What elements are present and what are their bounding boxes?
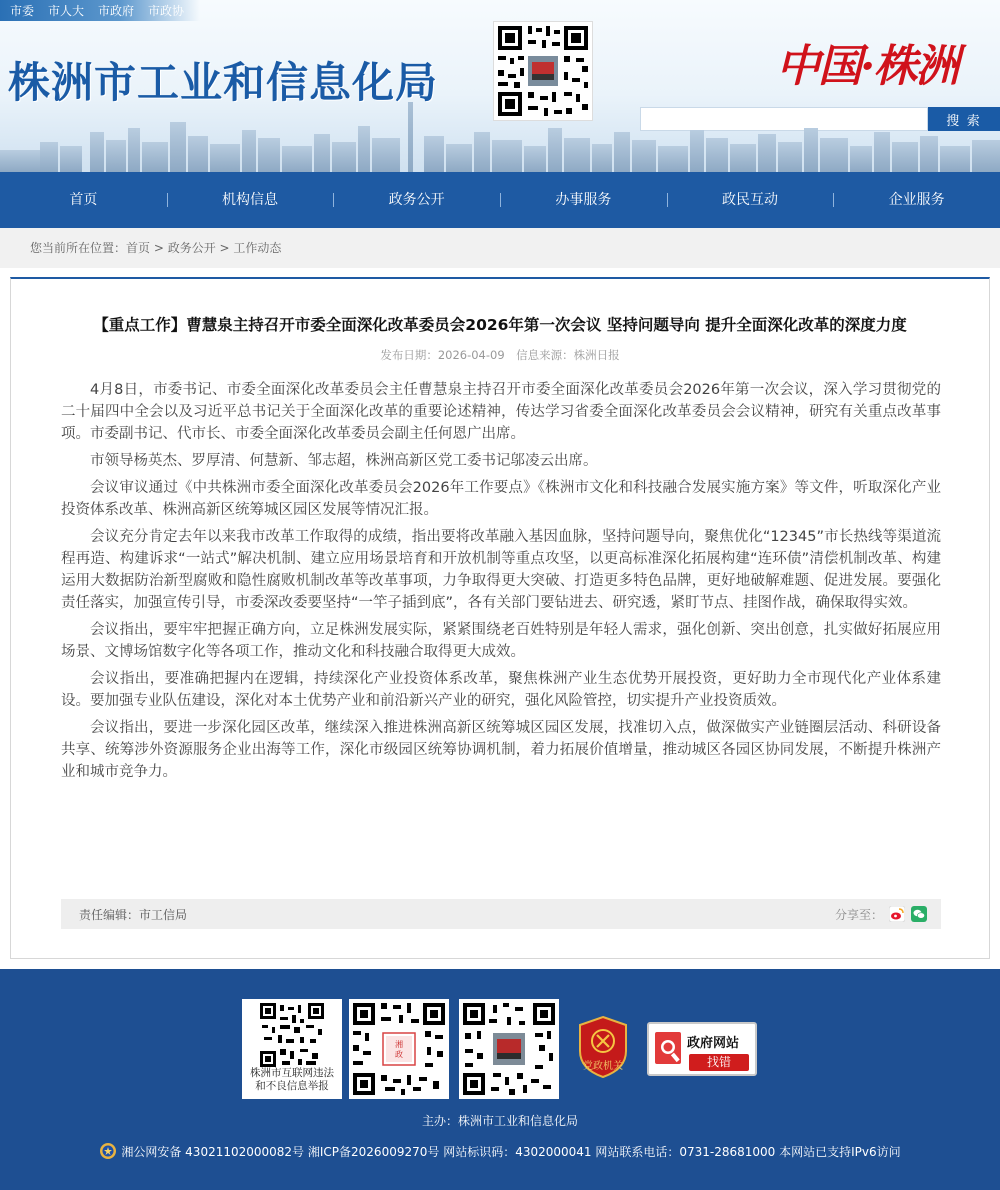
breadcrumb [0, 228, 1000, 268]
main-nav [0, 172, 1000, 228]
top-link-party[interactable]: 市委 [10, 4, 35, 18]
breadcrumb-prefix: 您当前所在位置： [30, 241, 127, 255]
breadcrumb-separator: > [150, 241, 168, 255]
article-editor: 责任编辑：市工信局 [79, 907, 188, 922]
article-paragraph: 会议指出，要牢牢把握正确方向，立足株洲发展实际，紧紧围绕老百姓特别是年轻人需求，强化创新、突出创意，扎实做好拓展应用场景、文博场馆数字化等各项工作，推动文化和科技融合取得更大成效。 [61, 622, 941, 660]
city-skyline-banner [0, 102, 1000, 172]
nav-enterprise[interactable]: 企业服务 [833, 172, 1000, 228]
breadcrumb-item-news[interactable]: 工作动态 [233, 241, 282, 255]
top-link-government[interactable]: 市政府 [98, 4, 135, 18]
party-government-badge[interactable] [576, 1015, 630, 1079]
article-paragraph: 会议指出，要进一步深化园区改革，继续深入推进株洲高新区统筹城区园区发展，找准切入点，做深做实产业链圈层活动、科研设备共享、统筹涉外资源服务企业出海等工作，深化市级园区统筹协调机制，着力拓展价值增量，推动城区各园区协同发展，不断提升株洲产业和城市竞争力。 [61, 720, 941, 780]
police-badge-icon [99, 1142, 117, 1160]
site-title: 株洲市工业和信息化局 [8, 58, 439, 107]
top-link-cppcc[interactable]: 市政协 [148, 4, 185, 18]
site-qr-card[interactable] [459, 999, 559, 1099]
breadcrumb-item-home[interactable]: 首页 [126, 241, 151, 255]
article-meta: 发布日期：2026-04-09 信息来源：株洲日报 [380, 348, 620, 362]
page-header [0, 0, 1000, 172]
nav-interaction[interactable]: 政民互动 [667, 172, 834, 228]
weibo-share-icon[interactable] [889, 906, 905, 922]
wechat-share-icon[interactable] [911, 906, 927, 922]
party-badge-label: 党政机关 [583, 1061, 623, 1072]
gov-site-error-report[interactable] [647, 1022, 757, 1076]
article-paragraph: 会议充分肯定去年以来我市改革工作取得的成绩，指出要将改革融入基因血脉，坚持问题导向，聚焦优化“12345”市长热线等渠道流程再造、构建诉求“一站式”解决机制、建立应用场景培育和开放机制等重点攻坚，以更高标准深化拓展构建“连环债”清偿机制改革、构建运用大数据防治新型腐败和隐性腐败机制改革等改革事项，力争取得更大突破、打造更多特色品牌，更好地破解难题、促进发展。要强化责任落实，加强宣传引导，市委深改委要坚持“一竿子插到底”，各有关部门要钻进去、研究透，紧盯节点、挂图作战，确保取得实效。 [61, 529, 941, 611]
share-group [835, 906, 927, 923]
error-report-title: 政府网站 [687, 1036, 740, 1051]
article-paragraph: 4月8日，市委书记、市委全面深化改革委员会主任曹慧泉主持召开市委全面深化改革委员会2026年第一次会议，深入学习贯彻党的二十届四中全会以及习近平总书记关于全面深化改革的重要论述精神，传达学习省委全面深化改革委员会会议精神，研究有关重点改革事项。市委副书记、代市长、市委全面深化改革委员会副主任何恩广出席。 [61, 382, 941, 442]
city-calligraphy-logo: 中国·株洲 [776, 41, 958, 92]
article-paragraph: 会议审议通过《中共株洲市委全面深化改革委员会2026年工作要点》《株洲市文化和科技融合发展实施方案》等文件，听取深化产业投资体系改革、株洲高新区统筹城区园区发展等情况汇报。 [61, 480, 941, 518]
search-button[interactable]: 搜 索 [928, 107, 1000, 131]
article-title: 【重点工作】曹慧泉主持召开市委全面深化改革委员会2026年第一次会议 坚持问题导向 提升全面深化改革的深度力度 [93, 316, 907, 334]
hunan-gov-qr-code-icon [349, 999, 449, 1099]
beian-text[interactable]: 湘公网安备 43021102000082号 湘ICP备2026009270号 网站标识码：4302000041 网站联系电话：0731-28681000 本网站已支持IPv6访问 [121, 1144, 901, 1159]
hunan-gov-qr-card[interactable] [349, 999, 449, 1099]
report-caption-line1: 株洲市互联网违法 [250, 1067, 334, 1079]
nav-services[interactable]: 办事服务 [500, 172, 667, 228]
report-qr-caption [242, 1067, 342, 1093]
top-links [0, 0, 200, 21]
breadcrumb-item-affairs[interactable]: 政务公开 [167, 241, 216, 255]
top-link-congress[interactable]: 市人大 [48, 4, 85, 18]
article-footer-bar [61, 899, 941, 929]
nav-government-affairs[interactable]: 政务公开 [333, 172, 500, 228]
article-paragraph: 会议指出，要准确把握内在逻辑，持续深化产业投资体系改革，聚焦株洲产业生态优势开展投资，更好助力全市现代化产业体系建设。要加强专业队伍建设，深化对本土优势产业和前沿新兴产业的研究，强化风险管控，切实提升产业投资质效。 [61, 671, 941, 709]
nav-organization[interactable]: 机构信息 [167, 172, 334, 228]
svg-text:湘: 湘 [395, 1040, 403, 1049]
article-container [10, 277, 990, 959]
article-paragraph: 市领导杨英杰、罗厚清、何慧新、邹志超，株洲高新区党工委书记邬凌云出席。 [90, 453, 598, 469]
error-report-label: 找错 [689, 1054, 749, 1071]
nav-home[interactable]: 首页 [69, 192, 98, 208]
footer-beian [0, 1142, 1000, 1160]
report-qr-code-icon [260, 1003, 324, 1067]
svg-text:政: 政 [395, 1050, 403, 1059]
breadcrumb-separator: > [215, 241, 234, 255]
report-caption-line2: 和不良信息举报 [255, 1080, 329, 1092]
article-body [61, 379, 941, 788]
magnifier-icon [655, 1032, 685, 1068]
site-qr-code-icon [459, 999, 559, 1099]
report-qr-card[interactable] [242, 999, 342, 1099]
footer-host: 主办：株洲市工业和信息化局 [421, 1114, 578, 1128]
share-label: 分享至： [834, 907, 883, 922]
